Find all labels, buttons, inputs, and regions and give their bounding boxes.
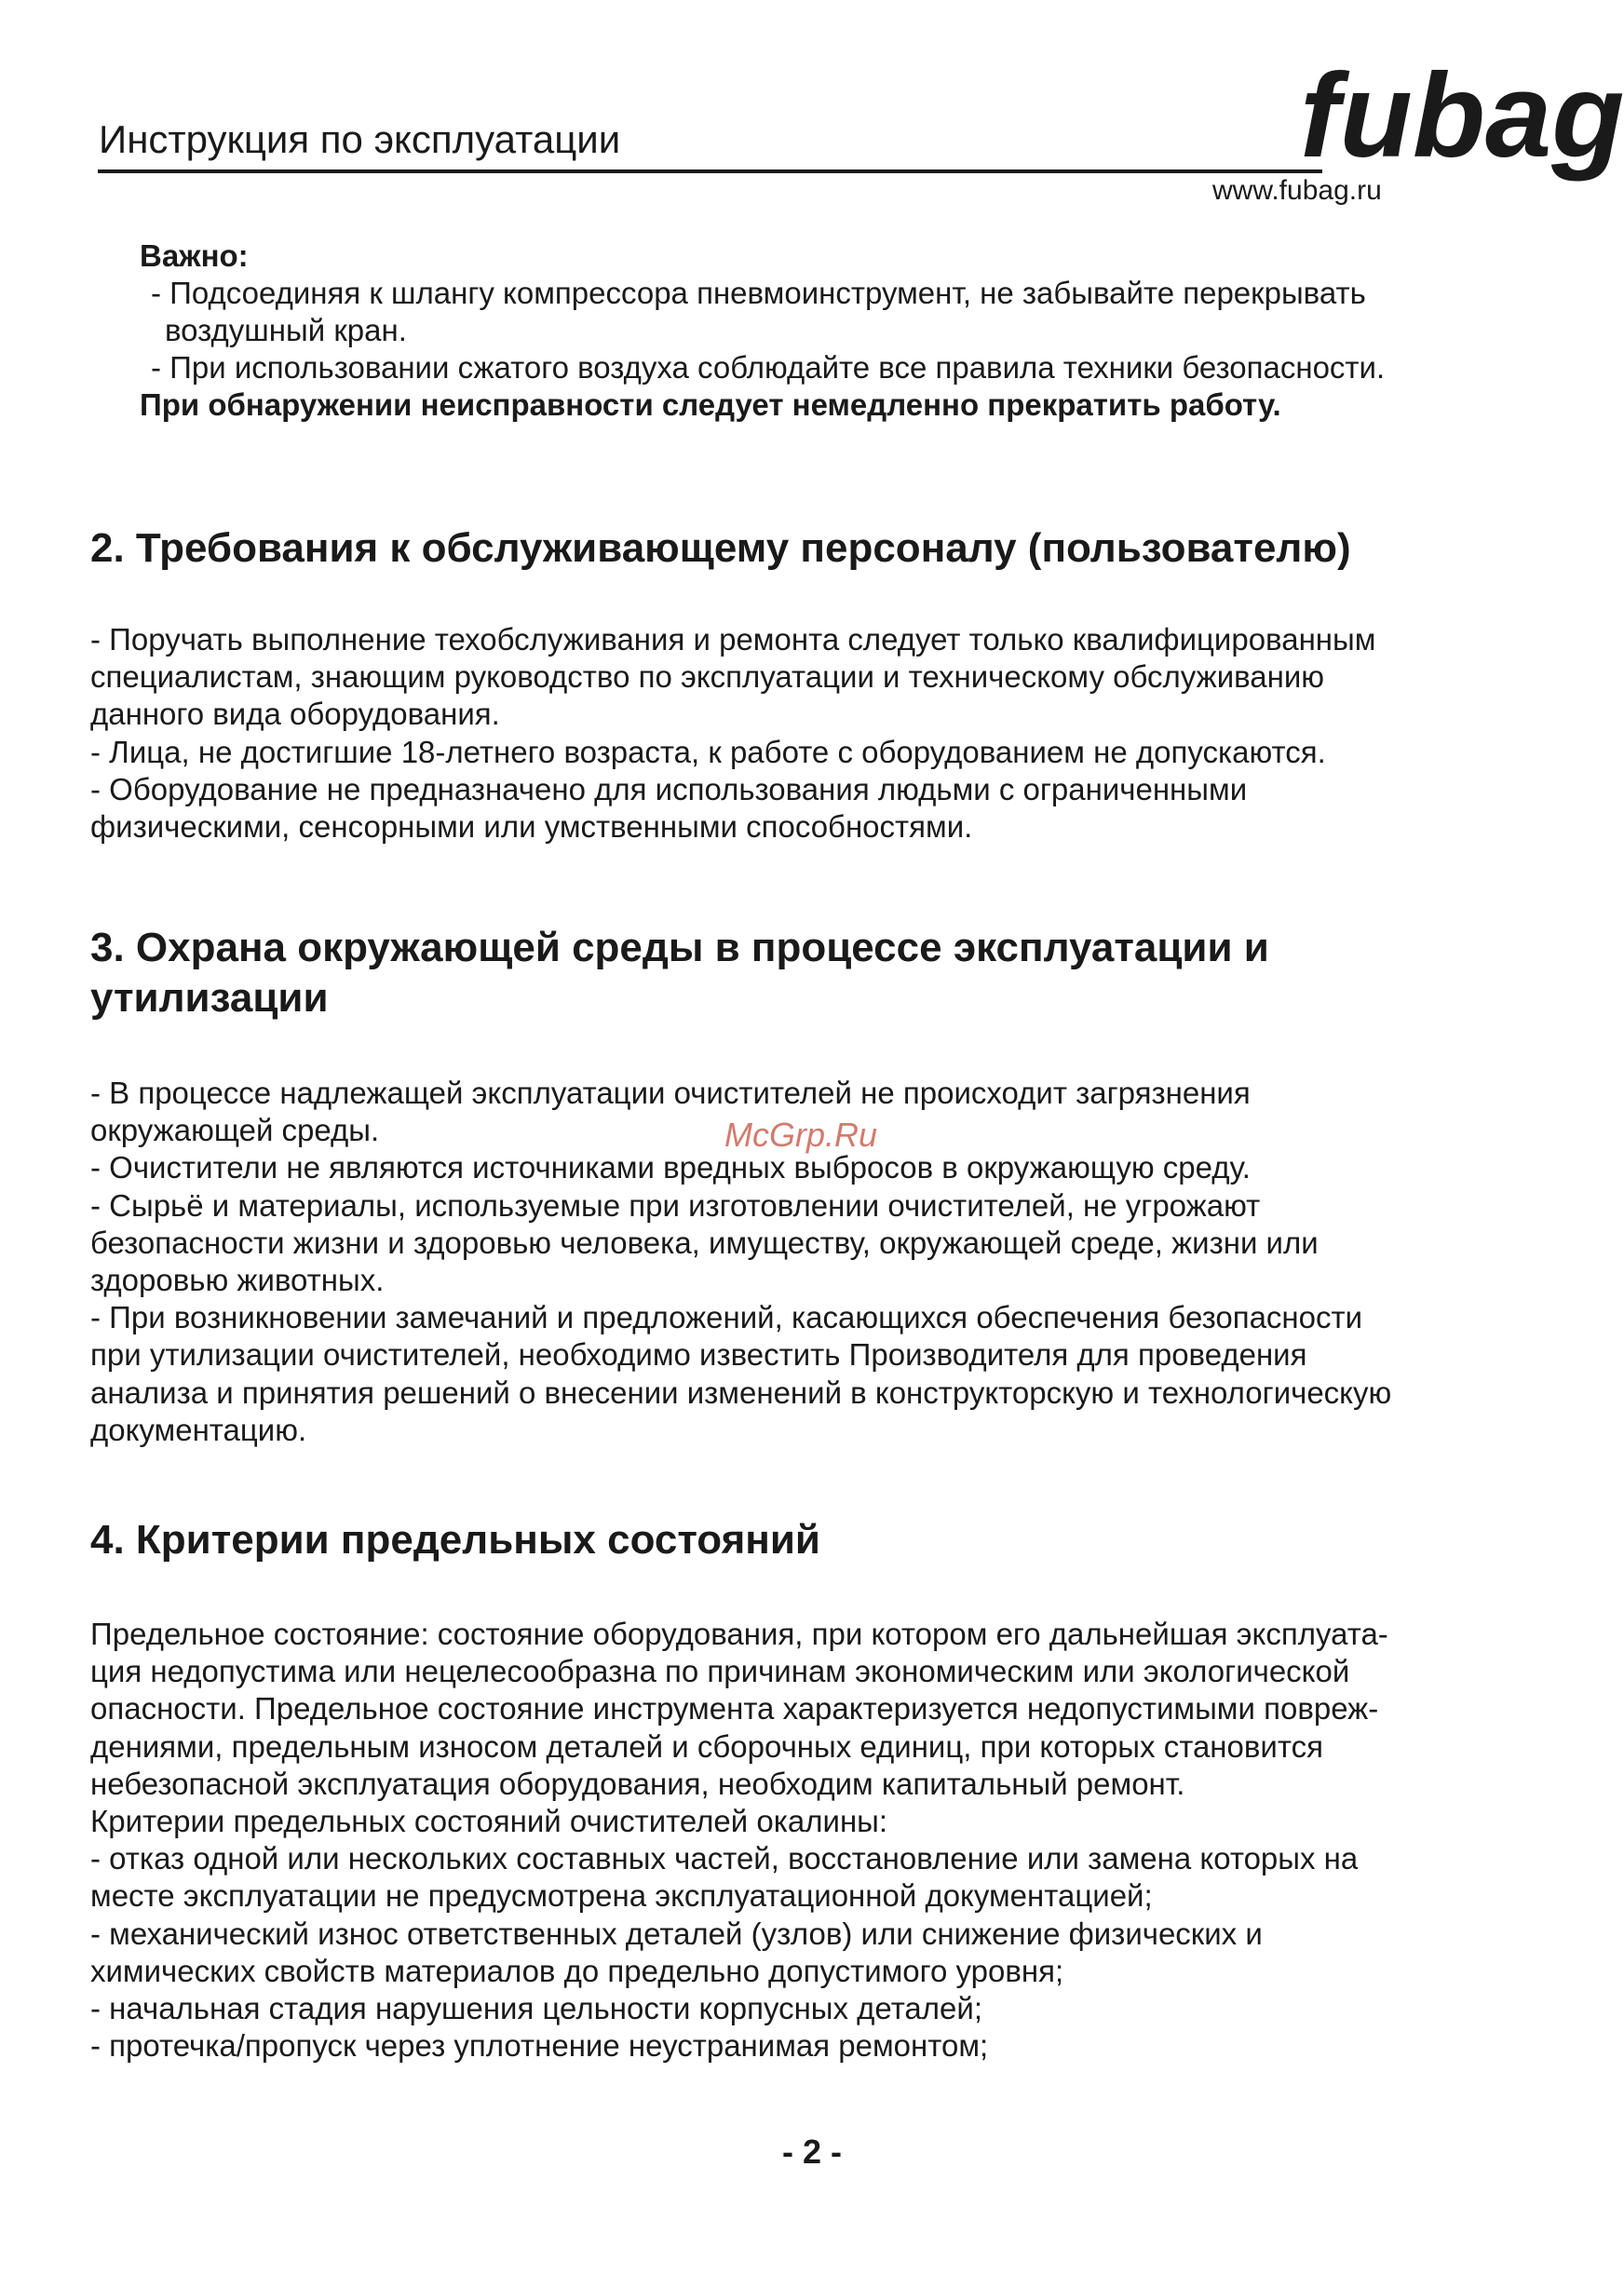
section-3-heading-line-2: утилизации	[90, 975, 329, 1021]
text-line: здоровью животных.	[90, 1263, 385, 1298]
text-line: ция недопустима или нецелесообразна по причинам экономическим или экологической	[90, 1654, 1350, 1689]
text-line: - механический износ ответственных деталей (узлов) или снижение физических и	[90, 1916, 1263, 1951]
text-line: Предельное состояние: состояние оборудования, при котором его дальнейшая эксплуата-	[90, 1617, 1388, 1651]
header-divider	[98, 169, 1322, 173]
important-warning: При обнаружении неисправности следует немедленно прекратить работу.	[140, 387, 1281, 422]
text-line: анализа и принятия решений о внесении изменений в конструкторскую и технологическую	[90, 1374, 1392, 1410]
important-bullet-1-line-2: воздушный кран.	[165, 313, 407, 347]
document-title: Инструкция по эксплуатации	[99, 117, 621, 161]
text-line: дениями, предельным износом деталей и сборочных единиц, при которых становится	[90, 1728, 1323, 1764]
text-line: - отказ одной или нескольких составных частей, восстановление или замена которых на	[90, 1841, 1359, 1876]
text-line: - В процессе надлежащей эксплуатации очистителей не происходит загрязнения	[90, 1076, 1251, 1110]
section-environment-protection	[90, 923, 1543, 1449]
text-line: физическими, сенсорными или умственными способностями.	[90, 809, 973, 845]
text-line: - Поручать выполнение техобслуживания и ремонта следует только квалифицированным	[90, 622, 1376, 657]
text-line: специалистам, знающим руководство по эксплуатации и техническому обслуживанию	[90, 659, 1325, 695]
section-2-heading: 2. Требования к обслуживающему персоналу (пользователю)	[90, 525, 1351, 571]
important-bullet-2: - При использовании сжатого воздуха соблюдайте все правила техники безопасности.	[151, 350, 1386, 385]
text-line: химических свойств материалов до предельно допустимого уровня;	[90, 1953, 1064, 1988]
text-line: - Сырьё и материалы, используемые при изготовлении очистителей, не угрожают	[90, 1187, 1261, 1223]
text-line: месте эксплуатации не предусмотрена эксплуатационной документацией;	[90, 1878, 1153, 1914]
important-bullet-1-line-1: - Подсоединяя к шлангу компрессора пневмоинструмент, не забывайте перекрывать	[151, 276, 1366, 310]
website-url: www.fubag.ru	[1212, 175, 1382, 206]
text-line: - Оборудование не предназначено для использования людьми с ограниченными	[90, 771, 1248, 806]
logo-text: fubag	[1300, 49, 1624, 183]
text-line: - протечка/пропуск через уплотнение неустранимая ремонтом;	[90, 2028, 989, 2064]
text-line: документацию.	[90, 1412, 307, 1447]
watermark: McGrp.Ru	[724, 1116, 878, 1154]
text-line: опасности. Предельное состояние инструмента характеризуется недопустимыми повреж-	[90, 1691, 1379, 1727]
section-personnel-requirements	[90, 523, 1543, 846]
text-line: - Лица, не достигшие 18-летнего возраста, к работе с оборудованием не допускаются.	[90, 734, 1326, 769]
section-4-body	[90, 1616, 1543, 2065]
text-line: - начальная стадия нарушения цельности корпусных деталей;	[90, 1991, 982, 2026]
text-line: окружающей среды.	[90, 1113, 380, 1148]
section-limit-state-criteria	[90, 1515, 1543, 2065]
important-notice	[140, 237, 1385, 424]
text-line: Критерии предельных состояний очистителей окалины:	[90, 1804, 888, 1839]
text-line: при утилизации очистителей, необходимо известить Производителя для проведения	[90, 1337, 1307, 1373]
section-3-heading	[90, 923, 1543, 1023]
section-4-heading: 4. Критерии предельных состояний	[90, 1517, 820, 1563]
text-line: - При возникновении замечаний и предложений, касающихся обеспечения безопасности	[90, 1300, 1363, 1335]
fubag-logo	[1296, 49, 1624, 186]
text-line: небезопасной эксплуатация оборудования, необходим капитальный ремонт.	[90, 1766, 1185, 1801]
text-line: безопасности жизни и здоровью человека, имуществу, окружающей среде, жизни или	[90, 1225, 1319, 1260]
text-line: - Очистители не являются источниками вредных выбросов в окружающую среду.	[90, 1150, 1251, 1185]
important-label: Важно:	[140, 238, 249, 273]
section-3-heading-line-1: 3. Охрана окружающей среды в процессе эксплуатации и	[90, 925, 1269, 970]
section-2-body	[90, 621, 1543, 846]
text-line: данного вида оборудования.	[90, 697, 500, 732]
page-number: - 2 -	[781, 2133, 842, 2171]
